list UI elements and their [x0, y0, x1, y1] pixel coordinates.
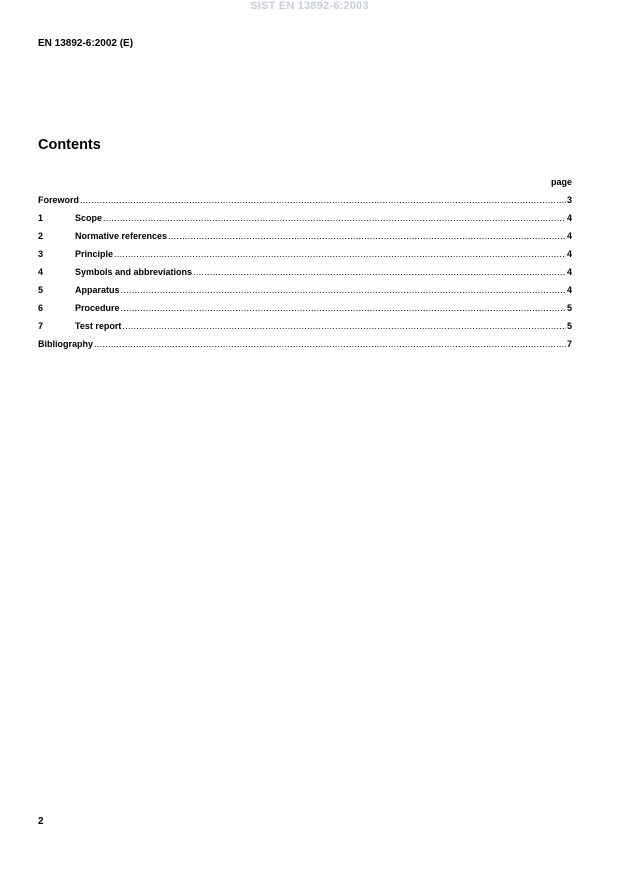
toc-dot-leader	[114, 249, 566, 259]
toc-entry-page: 7	[566, 339, 572, 349]
toc-entry-title: Apparatus	[75, 285, 120, 295]
page-number: 2	[38, 816, 44, 827]
toc-entry-apparatus[interactable]	[38, 285, 572, 303]
toc-entry-normative-references[interactable]	[38, 231, 572, 249]
toc-entry-number: 5	[38, 285, 44, 295]
toc-entry-page: 4	[566, 249, 572, 259]
toc-dot-leader	[121, 303, 566, 313]
contents-title: Contents	[38, 137, 101, 153]
toc-entry-title: Test report	[75, 321, 122, 331]
toc-entry-title: Bibliography	[38, 339, 94, 349]
toc-entry-title: Foreword	[38, 195, 80, 205]
toc-entry-page: 4	[566, 231, 572, 241]
toc-entry-page: 3	[566, 195, 572, 205]
toc-entry-test-report[interactable]	[38, 321, 572, 339]
toc-dot-leader	[80, 195, 566, 205]
toc-entry-number: 2	[38, 231, 44, 241]
document-id-header: EN 13892-6:2002 (E)	[38, 38, 134, 49]
toc-entry-number: 3	[38, 249, 44, 259]
toc-dot-leader	[103, 213, 566, 223]
toc-dot-leader	[94, 339, 566, 349]
toc-entry-page: 4	[566, 213, 572, 223]
toc-entry-number: 6	[38, 303, 44, 313]
toc-entry-bibliography[interactable]	[38, 339, 572, 357]
toc-entry-page: 5	[566, 321, 572, 331]
toc-entry-scope[interactable]	[38, 213, 572, 231]
watermark: SIST EN 13892-6:2003	[250, 0, 369, 12]
toc-entry-title: Principle	[75, 249, 114, 259]
toc-entry-foreword[interactable]	[38, 195, 572, 213]
toc-dot-leader	[121, 285, 566, 295]
toc-dot-leader	[193, 267, 566, 277]
toc-entry-title: Symbols and abbreviations	[75, 267, 193, 277]
toc-entry-title: Procedure	[75, 303, 120, 313]
toc-entry-page: 4	[566, 285, 572, 295]
toc-entry-page: 4	[566, 267, 572, 277]
toc-dot-leader	[168, 231, 566, 241]
toc-entry-symbols[interactable]	[38, 267, 572, 285]
toc-entry-number: 4	[38, 267, 44, 277]
toc-entry-procedure[interactable]	[38, 303, 572, 321]
toc-entry-title: Scope	[75, 213, 103, 223]
toc-entry-number: 7	[38, 321, 44, 331]
toc-entry-title: Normative references	[75, 231, 168, 241]
table-of-contents	[38, 195, 572, 357]
toc-dot-leader	[122, 321, 566, 331]
toc-entry-principle[interactable]	[38, 249, 572, 267]
toc-entry-number: 1	[38, 213, 44, 223]
toc-entry-page: 5	[566, 303, 572, 313]
page-column-label: page	[550, 177, 572, 187]
